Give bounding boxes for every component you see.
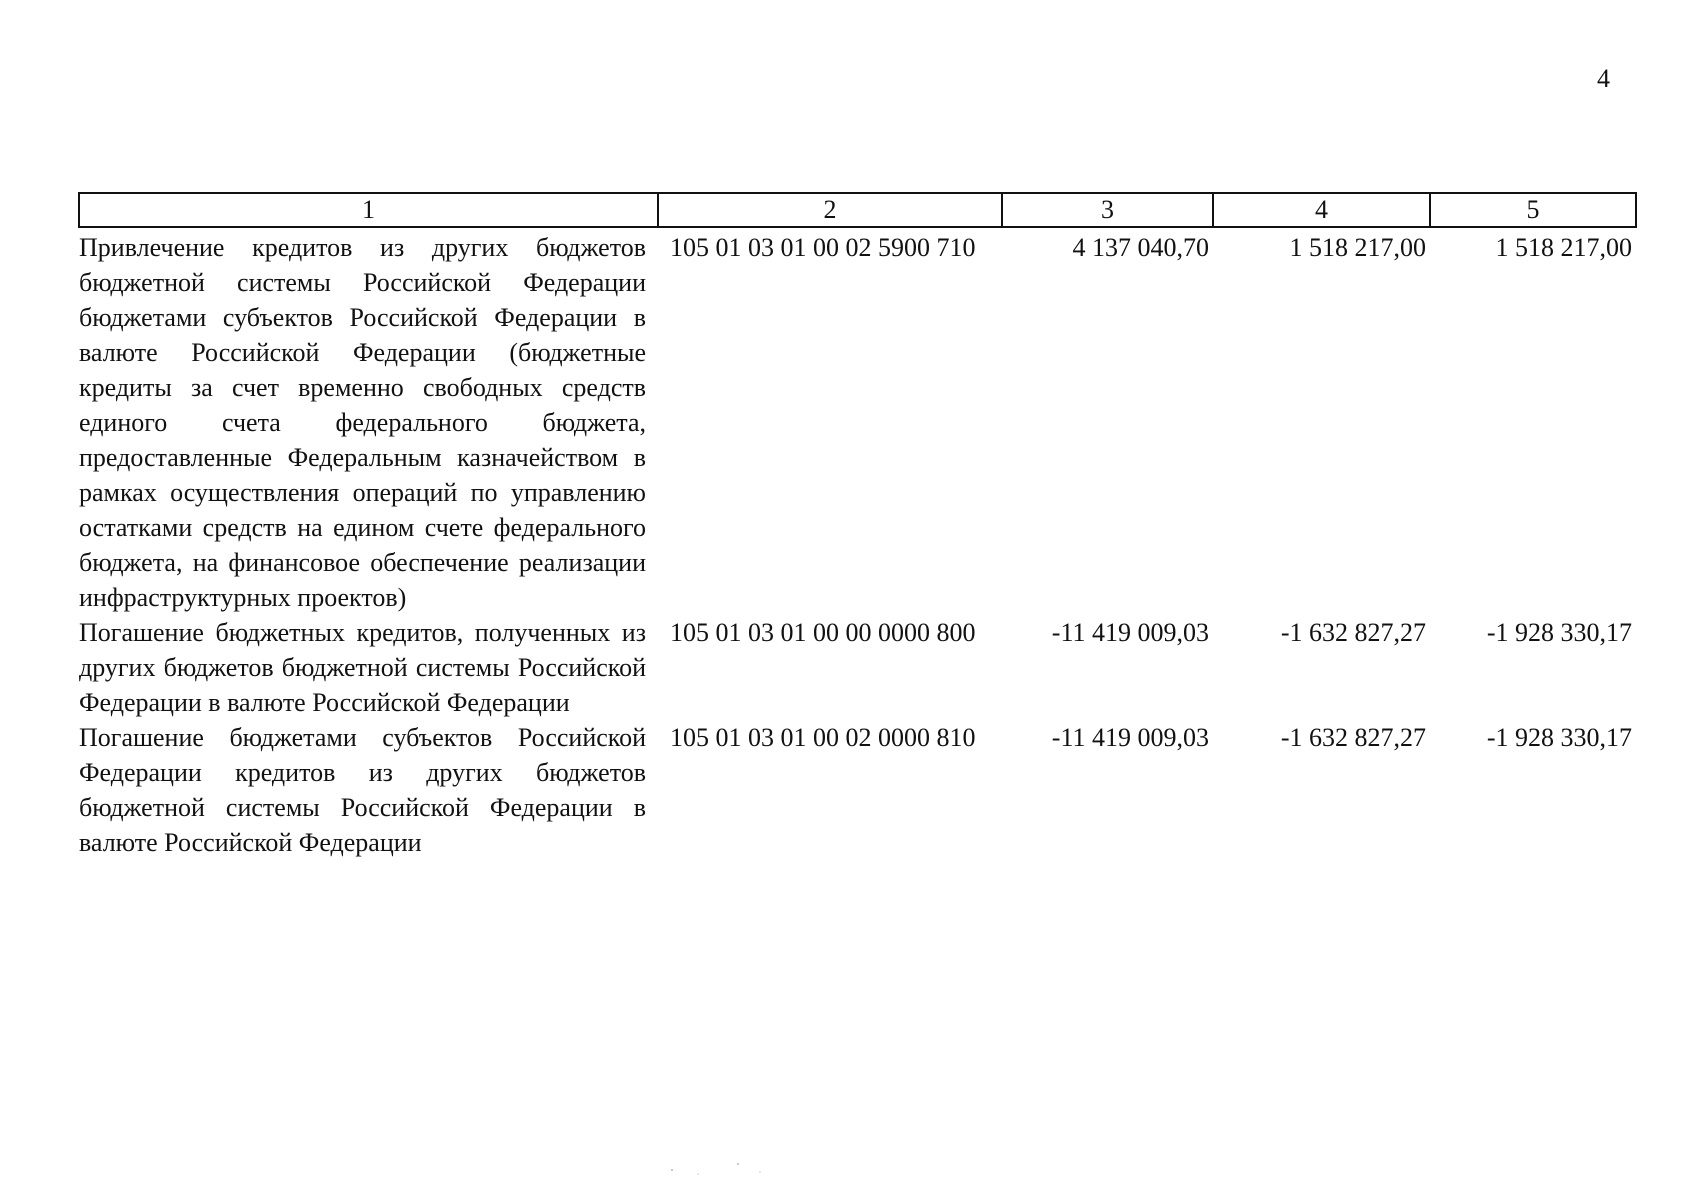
row-description: Погашение бюджетных кредитов, полученных из других бюджетов бюджетной системы Российской Федерации в валюте Российской Федерации	[79, 618, 646, 717]
column-header-4: 4	[1213, 193, 1430, 227]
row-budget-code: 105 01 03 01 00 02 0000 810	[670, 723, 976, 752]
column-header-2: 2	[658, 193, 1002, 227]
table-row	[79, 615, 1636, 720]
table-row	[79, 720, 1636, 860]
row-value-col3: -11 419 009,03	[1051, 618, 1209, 647]
row-value-col3: 4 137 040,70	[1072, 233, 1209, 262]
row-value-col5: -1 928 330,17	[1486, 723, 1632, 752]
row-value-col4: -1 632 827,27	[1280, 618, 1426, 647]
row-value-col4: 1 518 217,00	[1289, 233, 1426, 262]
page-number: 4	[1597, 64, 1610, 93]
row-value-col5: 1 518 217,00	[1495, 233, 1632, 262]
row-value-col4: -1 632 827,27	[1280, 723, 1426, 752]
row-value-col3: -11 419 009,03	[1051, 723, 1209, 752]
row-budget-code: 105 01 03 01 00 00 0000 800	[670, 618, 976, 647]
column-header-1: 1	[79, 193, 658, 227]
row-budget-code: 105 01 03 01 00 02 5900 710	[670, 233, 976, 262]
table-row	[79, 227, 1636, 615]
row-description: Привлечение кредитов из других бюджетов бюджетной системы Российской Федерации бюджетами субъектов Российской Федерации в валюте Российской Федерации (бюджетные кредиты за счет временно свободных средств единого счета федерального бюджета, предоставленные Федеральным казначейством в рамках осуществления операций по управлению остатками средств на едином счете федерального бюджета, на финансовое обеспечение реализации инфраструктурных проектов)	[79, 233, 646, 612]
scan-speckles	[668, 1160, 768, 1180]
row-value-col5: -1 928 330,17	[1486, 618, 1632, 647]
table-header-row	[79, 193, 1636, 227]
column-header-5: 5	[1430, 193, 1636, 227]
row-description: Погашение бюджетами субъектов Российской Федерации кредитов из других бюджетов бюджетной системы Российской Федерации в валюте Российской Федерации	[79, 723, 646, 857]
budget-table	[78, 192, 1637, 860]
column-header-3: 3	[1002, 193, 1213, 227]
